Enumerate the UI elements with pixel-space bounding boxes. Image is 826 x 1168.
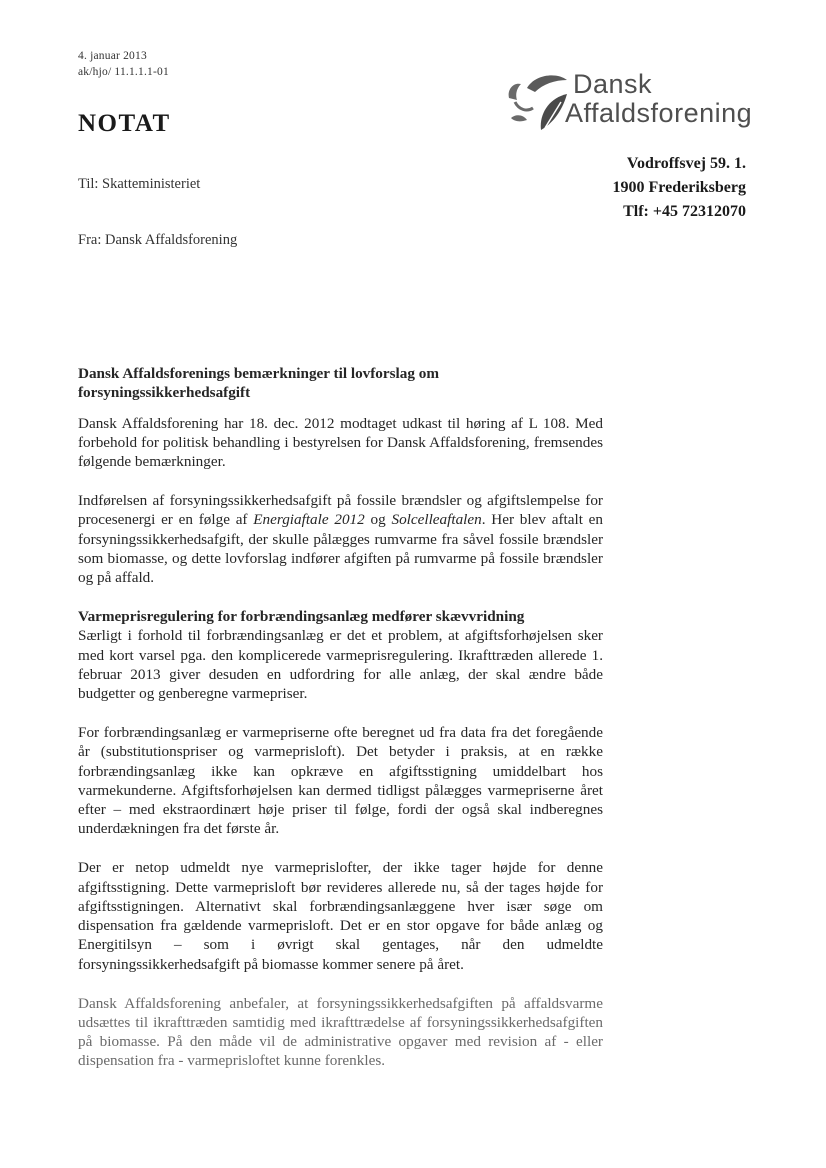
paragraph-background-text-c: . Her blev aftalt en forsyningssikkerhedsafgift, der skulle pålægges rumvarme fra såvel fossile brændsler som biomasse, og dette lovforslag indfører afgiften på rumvarme på fossile brændsler og på affald. [78,511,604,587]
paragraph-background [78,491,603,587]
paragraph-heat-prices: For forbrændingsanlæg er varmepriserne ofte beregnet ud fra data fra det foregående år (substitutionspriser og varmeprisloft). Det betyder i praksis, at en række forbrændingsanlæg ikke kan opkræve en afgiftsstigning umiddelbart hos varmekunderne. Afgiftsforhøjelsen kan dermed tidligst pålægges varmepriserne året efter – med ekstraordinært høje priser til følge, fordi der også skal indberegnes underdækningen fra det første år. [78,723,603,838]
sender-address [586,152,746,224]
paragraph-background-text-b: og [364,511,392,529]
document-title: NOTAT [78,110,171,137]
sender-line: Fra: Dansk Affaldsforening [78,232,238,248]
recipient-line: Til: Skatteministeriet [78,176,201,192]
document-date: 4. januar 2013 [78,50,147,62]
solar-agreement-ref: Solcelleaftalen [391,511,482,529]
paragraph-background-text-a: Indførelsen af forsyningssikkerhedsafgift på fossile brændsler og afgiftslempelse for procesenergi er en følge af [78,491,603,529]
address-phone: Tlf: +45 72312070 [623,203,746,220]
paragraph-price-caps: Der er netop udmeldt nye varmeprislofter, der ikke tager højde for denne afgiftsstigning. Dette varmeprisloft bør revideres allerede nu, så der tages højde for afgiftsstigningen. Alternativt skal forbrændingsanlæggene hver især søge om dispensation fra gældende varmeprisloft. Det er en stor opgave for både anlæg og Energitilsyn – som i øvrigt skal gentages, når den udmeldte forsyningssikkerhedsafgift på biomasse kommer senere på året. [78,859,603,973]
paragraph-recommendation: Dansk Affaldsforening anbefaler, at forsyningssikkerhedsafgiften på affaldsvarme udsættes til ikrafttræden samtidig med ikrafttrædelse af forsyningssikkerhedsafgiften på biomasse. På den måde vil de administrative opgaver med revision af - eller dispensation fra - varmeprisloftet kunne forenkles. [78,994,603,1070]
paragraph-regulation [78,607,603,703]
section-heading: Dansk Affaldsforenings bemærkninger til lovforslag om forsyningssikkerhedsafgift [78,365,440,402]
organization-logo [505,68,805,136]
address-city: 1900 Frederiksberg [612,179,746,196]
document-body [78,364,603,1090]
document-reference: ak/hjo/ 11.1.1.1-01 [78,66,169,78]
subsection-heading: Varmeprisregulering for forbrændingsanlæg medfører skævvridning [78,607,525,625]
address-street: Vodroffsvej 59. 1. [626,155,746,172]
paragraph-intro: Dansk Affaldsforening har 18. dec. 2012 modtaget udkast til høring af L 108. Med forbehold for politisk behandling i bestyrelsen for Dansk Affaldsforening, fremsendes følgende bemærkninger. [78,414,603,471]
energy-agreement-ref: Energiaftale 2012 [253,511,365,529]
logo-text-line2: Affaldsforening [565,98,753,128]
paragraph-regulation-text: Særligt i forhold til forbrændingsanlæg er det et problem, at afgiftsforhøjelsen sker med kort varsel pga. den komplicerede varmeprisregulering. Ikrafttræden allerede 1. februar 2013 giver desuden en udfordring for alle anlæg, der skal ændre både budgetter og genberegne varmepriser. [78,627,603,703]
logo-text-line1: Dansk [573,69,653,99]
